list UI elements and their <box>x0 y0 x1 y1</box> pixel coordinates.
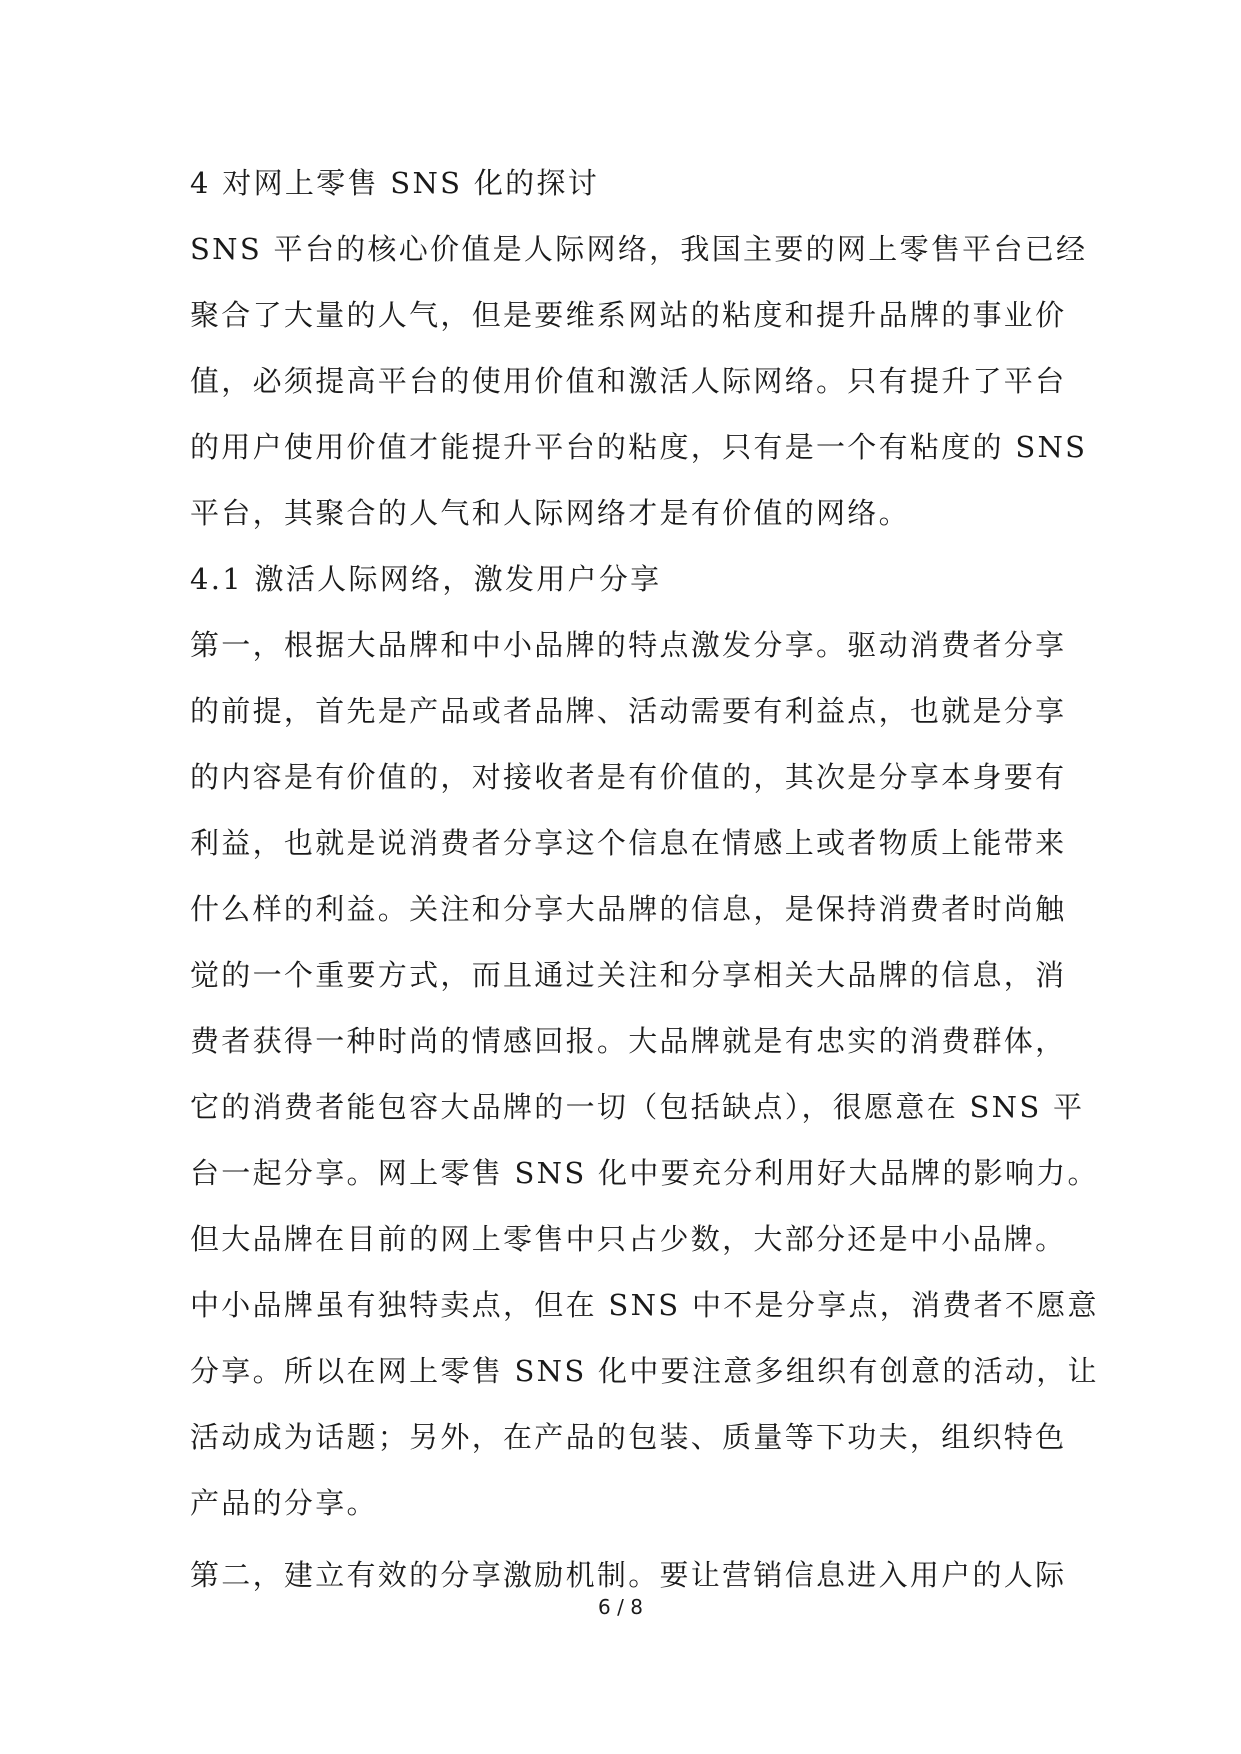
text-line: 什么样的利益。关注和分享大品牌的信息，是保持消费者时尚触 <box>190 892 1067 926</box>
text-line: 的前提，首先是产品或者品牌、活动需要有利益点，也就是分享 <box>190 694 1067 728</box>
text-line: 中小品牌虽有独特卖点，但在 SNS 中不是分享点，消费者不愿意 <box>190 1288 1099 1322</box>
text-line: 分享。所以在网上零售 SNS 化中要注意多组织有创意的活动，让 <box>190 1354 1099 1388</box>
text-line: SNS 平台的核心价值是人际网络，我国主要的网上零售平台已经 <box>190 232 1088 266</box>
text-line: 它的消费者能包容大品牌的一切（包括缺点），很愿意在 SNS 平 <box>190 1090 1085 1124</box>
paragraph-sns-core-value <box>190 216 1088 546</box>
text-line: 产品的分享。 <box>190 1486 378 1520</box>
text-line: 觉的一个重要方式，而且通过关注和分享相关大品牌的信息，消 <box>190 958 1067 992</box>
page-number: 6 / 8 <box>598 1595 643 1619</box>
document-body <box>190 150 1099 1608</box>
text-line: 利益，也就是说消费者分享这个信息在情感上或者物质上能带来 <box>190 826 1067 860</box>
text-line: 但大品牌在目前的网上零售中只占少数，大部分还是中小品牌。 <box>190 1222 1067 1256</box>
text-line: 台一起分享。网上零售 SNS 化中要充分利用好大品牌的影响力。 <box>190 1156 1099 1190</box>
text-line: 平台，其聚合的人气和人际网络才是有价值的网络。 <box>190 496 910 530</box>
section-heading-4: 4 对网上零售 SNS 化的探讨 <box>190 166 600 200</box>
text-line: 第一，根据大品牌和中小品牌的特点激发分享。驱动消费者分享 <box>190 628 1067 662</box>
section-heading-4-1: 4.1 激活人际网络，激发用户分享 <box>190 562 662 596</box>
text-line: 活动成为话题；另外，在产品的包装、质量等下功夫，组织特色 <box>190 1420 1067 1454</box>
text-line: 的用户使用价值才能提升平台的粘度，只有是一个有粘度的 SNS <box>190 430 1088 464</box>
text-line: 的内容是有价值的，对接收者是有价值的，其次是分享本身要有 <box>190 760 1067 794</box>
text-line: 值，必须提高平台的使用价值和激活人际网络。只有提升了平台 <box>190 364 1067 398</box>
text-line: 费者获得一种时尚的情感回报。大品牌就是有忠实的消费群体， <box>190 1024 1067 1058</box>
paragraph-first-point <box>190 612 1099 1536</box>
text-line: 第二，建立有效的分享激励机制。要让营销信息进入用户的人际 <box>190 1558 1067 1592</box>
text-line: 聚合了大量的人气，但是要维系网站的粘度和提升品牌的事业价 <box>190 298 1067 332</box>
